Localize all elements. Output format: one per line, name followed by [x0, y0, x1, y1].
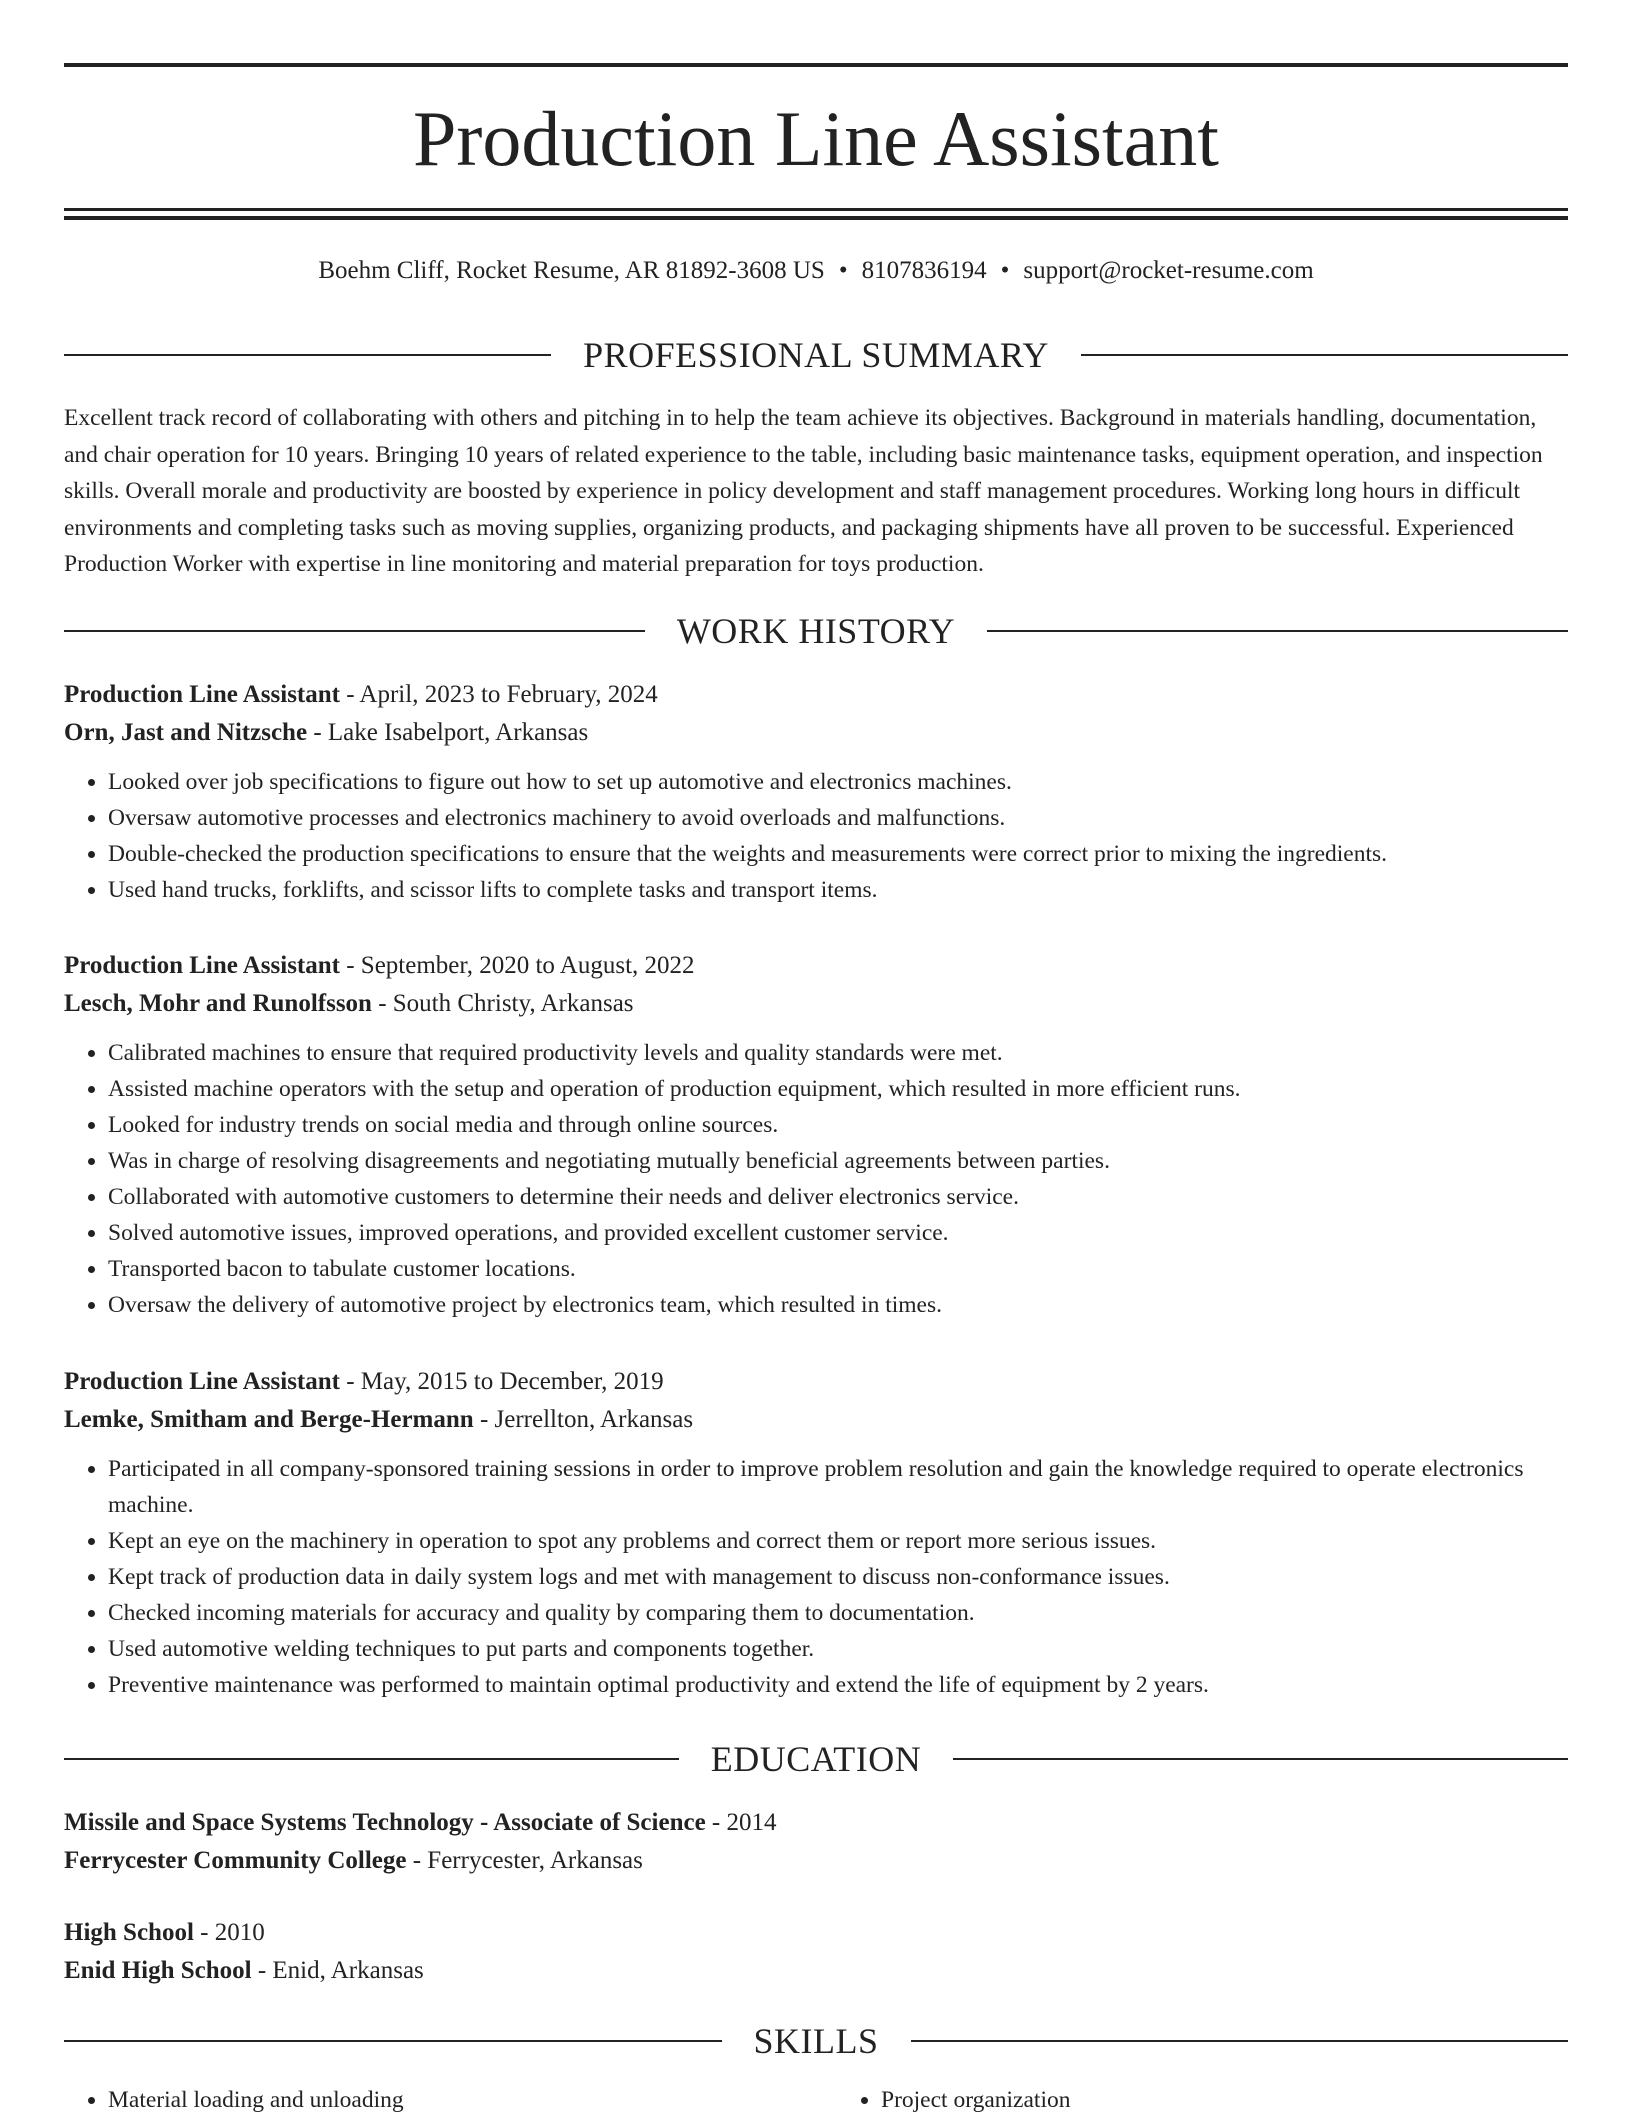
contact-email: support@rocket-resume.com: [1023, 257, 1314, 284]
skills-list: [64, 2082, 1568, 2118]
education-year: - 2010: [193, 1919, 265, 1946]
education-school: Enid High School: [64, 1957, 252, 1984]
job-entry: [64, 947, 1568, 1323]
education-location: - Enid, Arkansas: [251, 1957, 424, 1984]
education-school: Ferrycester Community College: [64, 1847, 407, 1874]
section-title: WORK HISTORY: [676, 611, 956, 651]
list-item: • Used automotive welding techniques to put parts and components together.: [108, 1631, 1568, 1667]
section-title: EDUCATION: [710, 1739, 922, 1779]
title-rule-lower: [64, 216, 1568, 220]
list-item: • Material loading and unloading: [108, 2082, 795, 2118]
job-bullets: [64, 1451, 1568, 1703]
list-item: • Double-checked the production specifications to ensure that the weights and measurements were correct prior to mixing the ingredients.: [108, 836, 1568, 872]
list-item: • Looked over job specifications to figure out how to set up automotive and electronics machines.: [108, 764, 1568, 800]
job-location: - Lake Isabelport, Arkansas: [307, 719, 589, 746]
heading-rule: [64, 1758, 679, 1760]
job-bullets: [64, 764, 1568, 908]
section-heading-summary: [64, 333, 1568, 377]
heading-rule: [1081, 354, 1568, 356]
list-item: • Oversaw the delivery of automotive project by electronics team, which resulted in times.: [108, 1287, 1568, 1323]
contact-address: Boehm Cliff, Rocket Resume, AR 81892-3608 US: [318, 257, 825, 284]
top-rule: [64, 63, 1568, 67]
section-heading-work: [64, 609, 1568, 653]
job-company: Lemke, Smitham and Berge-Hermann: [64, 1406, 474, 1433]
job-location: - South Christy, Arkansas: [371, 990, 634, 1017]
job-dates: - April, 2023 to February, 2024: [339, 681, 658, 708]
job-title: Production Line Assistant: [64, 952, 340, 979]
section-title: SKILLS: [753, 2021, 879, 2061]
summary-text: Excellent track record of collaborating with others and pitching in to help the team achieve its objectives. Background in materials handling, documentation, and chair operation for 10 years. Bringing 10 years of related experience to the table, including basic maintenance tasks, equipment operation, and inspection skills. Overall morale and productivity are boosted by experience in policy development and staff management procedures. Working long hours in difficult environments and completing tasks such as moving supplies, organizing products, and packaging shipments have all proven to be successful. Experienced Production Worker with expertise in line monitoring and material preparation for toys production.: [64, 405, 1543, 577]
job-title: Production Line Assistant: [64, 1368, 340, 1395]
education-year: - 2014: [705, 1809, 777, 1836]
skills-column-right: [837, 2082, 1568, 2118]
job-company: Orn, Jast and Nitzsche: [64, 719, 308, 746]
job-company: Lesch, Mohr and Runolfsson: [64, 990, 372, 1017]
list-item: • Solved automotive issues, improved operations, and provided excellent customer service.: [108, 1215, 1568, 1251]
list-item: • Collaborated with automotive customers to determine their needs and deliver electronics service.: [108, 1179, 1568, 1215]
list-item: • Preventive maintenance was performed to maintain optimal productivity and extend the life of equipment by 2 years.: [108, 1667, 1568, 1703]
heading-rule: [987, 630, 1568, 632]
education-location: - Ferrycester, Arkansas: [406, 1847, 643, 1874]
list-item: • Oversaw automotive processes and electronics machinery to avoid overloads and malfunctions.: [108, 800, 1568, 836]
section-heading-education: [64, 1737, 1568, 1781]
section-heading-skills: [64, 2019, 1568, 2063]
job-bullets: [64, 1035, 1568, 1323]
contact-separator: •: [838, 257, 848, 284]
list-item: • Checked incoming materials for accuracy and quality by comparing them to documentation.: [108, 1595, 1568, 1631]
contact-line: [64, 255, 1568, 287]
skills-column-left: [64, 2082, 795, 2118]
section-title: PROFESSIONAL SUMMARY: [583, 335, 1049, 375]
contact-phone: 8107836194: [861, 257, 987, 284]
list-item: • Kept an eye on the machinery in operation to spot any problems and correct them or report more serious issues.: [108, 1523, 1568, 1559]
list-item: • Looked for industry trends on social media and through online sources.: [108, 1107, 1568, 1143]
list-item: • Used hand trucks, forklifts, and scissor lifts to complete tasks and transport items.: [108, 872, 1568, 908]
education-entry: [64, 1804, 1568, 1880]
education-degree: High School: [64, 1919, 194, 1946]
contact-separator: •: [1000, 257, 1010, 284]
heading-rule: [911, 2040, 1569, 2042]
list-item: • Calibrated machines to ensure that required productivity levels and quality standards were met.: [108, 1035, 1568, 1071]
heading-rule: [953, 1758, 1568, 1760]
list-item: • Project organization: [881, 2082, 1568, 2118]
list-item: • Kept track of production data in daily system logs and met with management to discuss non-conformance issues.: [108, 1559, 1568, 1595]
job-location: - Jerrellton, Arkansas: [473, 1406, 694, 1433]
job-dates: - May, 2015 to December, 2019: [339, 1368, 664, 1395]
title-rule-upper: [64, 208, 1568, 211]
page-title: Production Line Assistant: [413, 95, 1219, 182]
list-item: • Was in charge of resolving disagreements and negotiating mutually beneficial agreements between parties.: [108, 1143, 1568, 1179]
list-item: • Participated in all company-sponsored training sessions in order to improve problem resolution and gain the knowledge required to operate electronics machine.: [108, 1451, 1568, 1523]
heading-rule: [64, 354, 551, 356]
list-item: • Transported bacon to tabulate customer locations.: [108, 1251, 1568, 1287]
list-item: • Assisted machine operators with the setup and operation of production equipment, which resulted in more efficient runs.: [108, 1071, 1568, 1107]
heading-rule: [64, 2040, 722, 2042]
job-title: Production Line Assistant: [64, 681, 340, 708]
job-entry: [64, 1363, 1568, 1703]
education-degree: Missile and Space Systems Technology - Associate of Science: [64, 1809, 706, 1836]
job-entry: [64, 676, 1568, 908]
education-entry: [64, 1914, 1568, 1990]
job-dates: - September, 2020 to August, 2022: [339, 952, 695, 979]
heading-rule: [64, 630, 645, 632]
